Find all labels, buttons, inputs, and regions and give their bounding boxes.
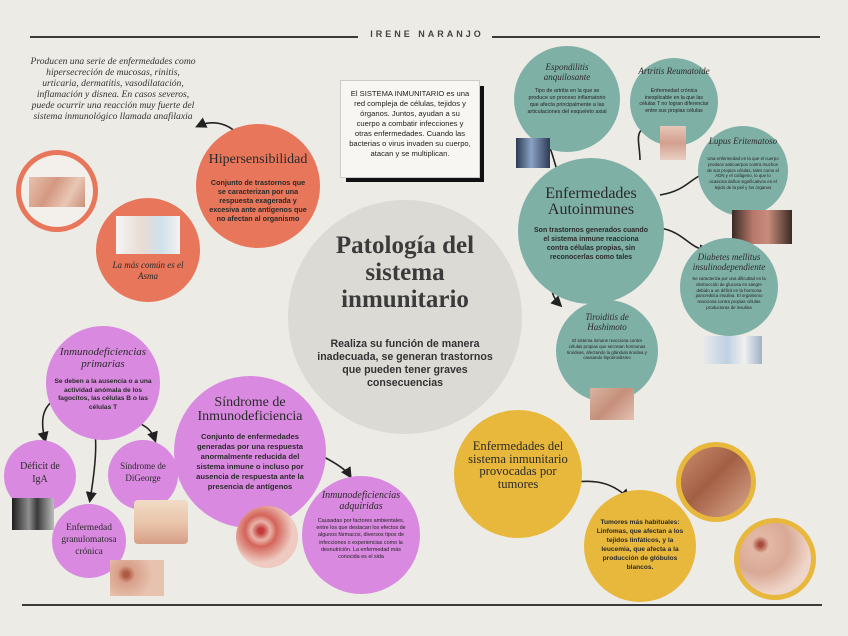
primary-circle <box>46 326 160 440</box>
main-subtitle: Realiza su función de manera inadecuada, se generan trastornos que pueden tener graves consecuencias <box>317 338 493 389</box>
intro-text: El SISTEMA INMUNITARIO es una red compleja de células, tejidos y órganos. Juntos, ayudan a su cuerpo a combatir infecciones y otras enfermedades. Cuando las bacterias o virus invaden su cuerpo, atacan y se multiplican. <box>349 89 471 158</box>
syndrome-body: Conjunto de enfermedades generadas por una respuesta anormalmente reducida del sistema inmune o incluso por ausencia de respuesta ante la presencia de antígenos <box>196 432 304 491</box>
thyroid-neck-image <box>590 388 634 420</box>
diabetes-circle <box>680 238 778 336</box>
spine-xray-image <box>516 138 550 168</box>
artritis-body: Enfermedad crónica inexplicable en la que las células T no logran diferenciar entre sus propias células <box>639 88 709 114</box>
granulomatosa-label: Enfermedad granulomatosa crónica <box>61 523 117 557</box>
hypersensitivity-note: Producen una serie de enfermedades como hipersecreción de mucosas, rinitis, urticaria, dermatitis, vasodilatación, inflamación y disnea. En casos severos, puede ocurrir una reacción muy fuerte del sistema inmunológico llamada anafilaxia <box>30 56 196 122</box>
main-title: Patología del sistema inmunitario <box>335 232 475 313</box>
iga-label: Déficit de IgA <box>20 461 60 485</box>
tumors-title: Enfermedades del sistema inmunitario provocadas por tumores <box>468 439 568 491</box>
hypersensitivity-body: Conjunto de trastornos que se caracterizan por una respuesta exagerada y excesiva ante antígenos que no afectan al organismo <box>209 178 307 223</box>
autoimmune-circle <box>518 158 664 304</box>
asthma-circle <box>96 198 200 302</box>
hashimoto-body: El sistema inmune reacciona contra células propias que secretan hormonas tiroideas, afectando la glándula tiroidea y causando hipotiroidismo <box>567 338 647 361</box>
intro-box <box>340 80 480 178</box>
syndrome-circle <box>174 376 326 528</box>
primary-title: Inmunodeficiencias primarias <box>59 346 147 370</box>
baby-photo-image <box>134 500 188 544</box>
asthma-child-image <box>116 216 180 254</box>
neck-lymphoma-image <box>681 447 751 517</box>
iga-xray-image <box>12 498 54 530</box>
skin-rash-photo <box>21 155 93 227</box>
espondilitis-body: Tipo de artritis en la que se produce un proceso inflamatorio que afecta principalmente a las articulaciones del esqueleto axial <box>527 88 607 115</box>
hands-arthritis-image <box>660 126 686 160</box>
lupus-body: Una enfermedad en la que el cuerpo produce anticuerpos contra muchos de sus propios células, tales como el ADN y el colágeno, lo que lo ocasiona daños significativos en el tejido de la piel y los órganos <box>707 156 779 190</box>
tumors-body: Tumores más habituales: Linfomas, que afectan a los tejidos linfáticos, y la leucemia, que afecta a la producción de glóbulos blancos. <box>596 519 684 571</box>
skin-lesion-image <box>110 560 164 596</box>
center-circle <box>288 200 522 434</box>
leukemia-skin-image <box>739 523 811 595</box>
hashimoto-circle <box>556 300 658 402</box>
hashimoto-title: Tiroiditis de Hashimoto <box>585 312 629 332</box>
hypersensitivity-circle <box>196 124 320 248</box>
lupus-circle <box>698 126 788 216</box>
espondilitis-circle <box>514 46 620 152</box>
tumors-photo-ring-1 <box>676 442 756 522</box>
artritis-title: Artritis Reumatoide <box>638 66 710 76</box>
glucose-meter-image <box>704 336 762 364</box>
diabetes-title: Diabetes mellitus insulinodependiente <box>692 252 766 272</box>
autoimmune-title: Enfermedades Autoinmunes <box>545 185 637 218</box>
hypersensitivity-title: Hipersensibilidad <box>208 152 308 167</box>
syndrome-title: Síndrome de Inmunodeficiencia <box>197 395 303 424</box>
acquired-title: Inmunodeficiencias adquiridas <box>321 490 401 512</box>
author-name: IRENE NARANJO <box>370 29 484 39</box>
tumors-circle <box>454 410 582 538</box>
tumors-photo-ring-2 <box>734 518 816 600</box>
acquired-circle <box>302 476 420 594</box>
digeorge-label: Síndrome de DiGeorge <box>120 461 166 483</box>
lupus-title: Lupus Eritematoso <box>708 136 778 146</box>
skin-rash-image <box>29 177 85 207</box>
autoimmune-body: Son trastornos generados cuando el sistema inmune reacciona contra células propias, sin reconocerlas como tales <box>534 227 648 261</box>
diabetes-body: Se caracteriza por una dificultad en la destrucción de glucosa en sangre debido a un déficit en la hormona pancreática insulina. El organismo reacciona contra propias células productoras de insulina <box>692 276 766 310</box>
hypersensitivity-photo-ring <box>16 150 98 232</box>
acquired-body: Causadas por factores ambientales, entre los que destacan los efectos de algunos fármacos, diversos tipos de infecciones o experiencias como la desnutrición. La enfermedad más conocida es el sida <box>316 518 406 561</box>
primary-body: Se deben a la ausencia o a una actividad anómala de los fagocitos, las células B o las células T <box>54 378 152 411</box>
tumors-info-circle <box>584 490 696 602</box>
rash-photo <box>236 506 298 568</box>
asthma-note: La más común es el Asma <box>112 260 184 281</box>
espondilitis-title: Espondilitis anquilosante <box>543 62 591 82</box>
